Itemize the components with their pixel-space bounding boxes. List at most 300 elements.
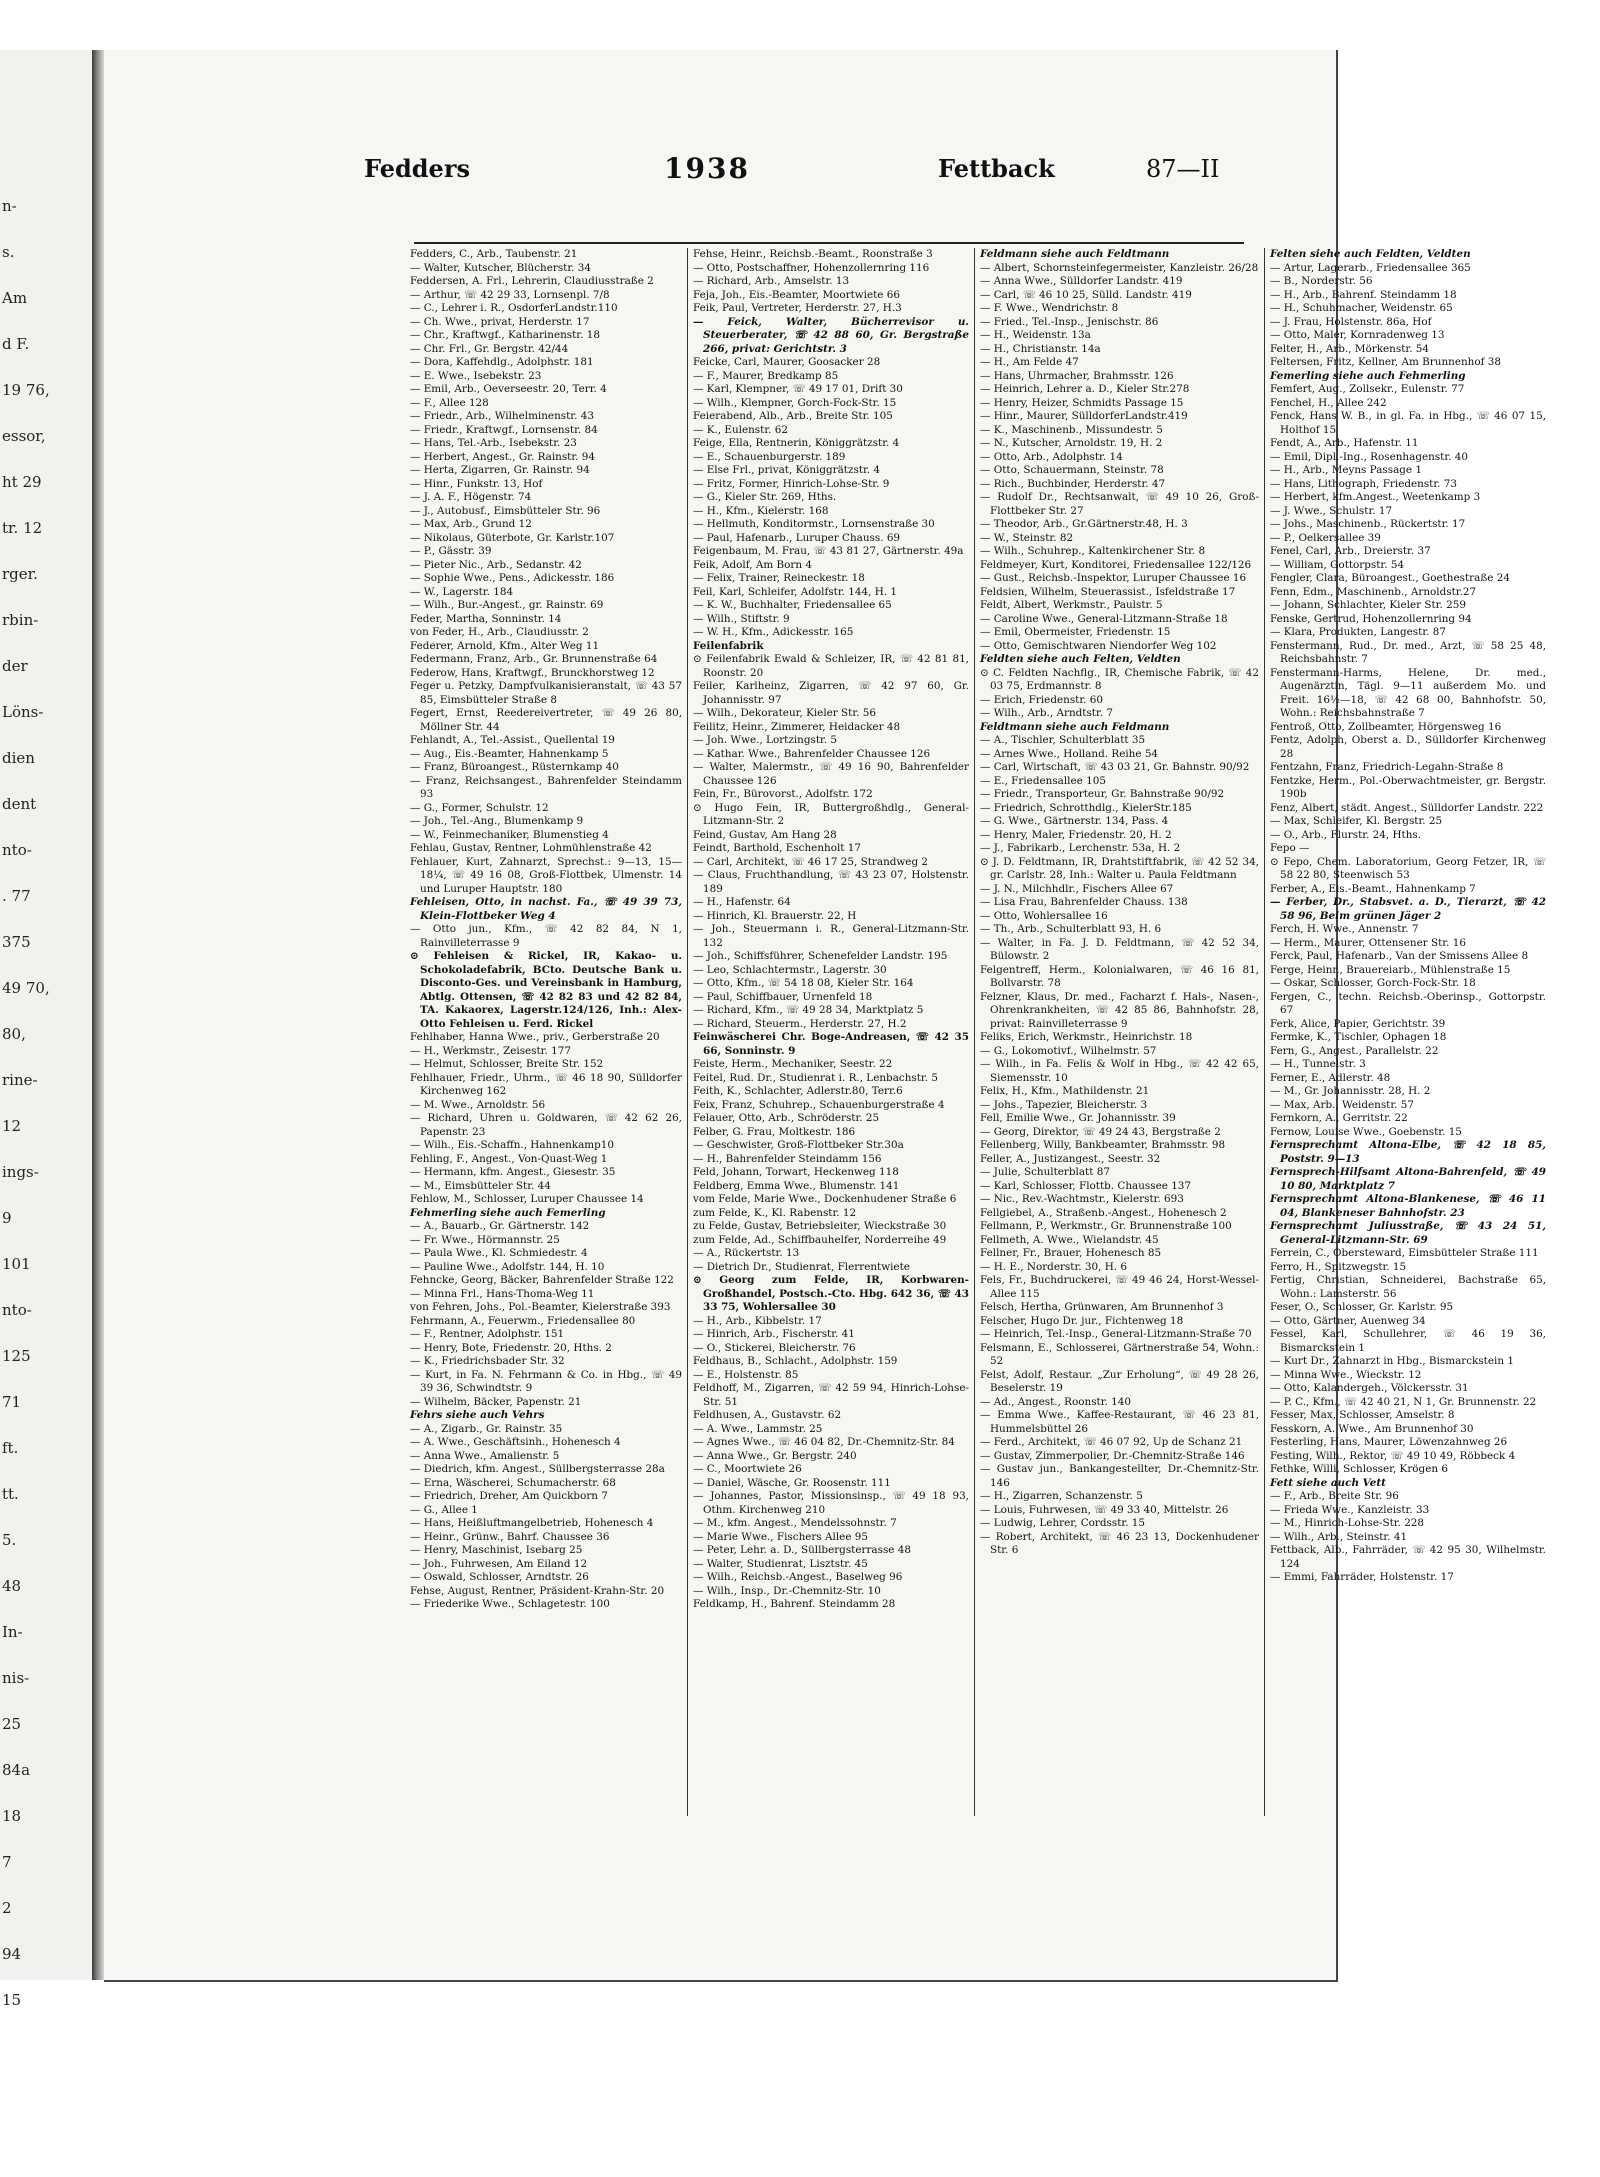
directory-entry: — Gustav jun., Bankangestellter, Dr.-Chemnitz-Str. 146	[980, 1463, 1259, 1489]
directory-entry: Feldmeyer, Kurt, Konditorei, Friedensallee 122/126	[980, 558, 1252, 571]
directory-entry: — J. A. F., Högenstr. 74	[410, 491, 532, 503]
directory-entry: Fehlau, Gustav, Rentner, Lohmühlenstraße 42	[410, 842, 652, 854]
directory-entry: — M., kfm. Angest., Mendelssohnstr. 7	[693, 1517, 897, 1529]
directory-entry: Feik, Adolf, Am Born 4	[693, 558, 812, 571]
directory-entry: — Walter, Studienrat, Lisztstr. 45	[693, 1557, 868, 1570]
directory-entry: — J. Frau, Holstenstr. 86a, Hof	[1270, 315, 1432, 328]
directory-entry: — G., Former, Schulstr. 12	[410, 801, 549, 814]
directory-entry: Feith, K., Schlachter, Adlerstr.80, Terr.6	[693, 1085, 903, 1097]
directory-entry: — Friedrich, Dreher, Am Quickborn 7	[410, 1490, 608, 1502]
directory-entry: — Henry, Maschinist, Isebarg 25	[410, 1544, 583, 1556]
directory-entry: Fehrs siehe auch Vehrs	[410, 1409, 545, 1421]
directory-entry: Fellgiebel, A., Straßenb.-Angest., Hohenesch 2	[980, 1206, 1227, 1219]
directory-entry: — G., Lokomotivf., Wilhelmstr. 57	[980, 1044, 1157, 1057]
margin-text-fragment: Am	[2, 289, 28, 307]
directory-entry: — Arthur, ☏ 42 29 33, Lornsenpl. 7/8	[410, 288, 610, 301]
directory-entry: — Paula Wwe., Kl. Schmiedestr. 4	[410, 1247, 588, 1259]
directory-entry: — G. Wwe., Gärtnerstr. 134, Pass. 4	[980, 815, 1169, 827]
directory-entry: Felzner, Klaus, Dr. med., Facharzt f. Hals-, Nasen-, Ohrenkrankheiten, ☏ 42 85 86, Bahnhofstr. 28, privat: Rainvilleterrasse 9	[980, 990, 1259, 1030]
directory-entry: — Wilh., Stiftstr. 9	[693, 612, 790, 625]
directory-entry: — Hans, Uhrmacher, Brahmsstr. 126	[980, 369, 1174, 382]
directory-entry: — William, Gottorpstr. 54	[1270, 558, 1405, 571]
directory-entry: — Carl, Architekt, ☏ 46 17 25, Strandweg 2	[693, 855, 929, 868]
directory-entry: Feldhaus, B., Schlacht., Adolphstr. 159	[693, 1355, 898, 1367]
directory-entry: Feldkamp, H., Bahrenf. Steindamm 28	[693, 1598, 896, 1610]
directory-entry: Felst, Adolf, Restaur. „Zur Erholung“, ☏ 49 28 26, Beselerstr. 19	[980, 1368, 1259, 1394]
directory-entry: — H., Am Felde 47	[980, 356, 1079, 368]
directory-entry: Fehleisen, Otto, in nachst. Fa., ☏ 49 39 73, Klein-Flottbeker Weg 4	[410, 896, 682, 922]
directory-entry: — Wilh., Eis.-Schaffn., Hahnenkamp10	[410, 1139, 614, 1151]
directory-entry: — H., Weidenstr. 13a	[980, 329, 1091, 341]
directory-entry: Felsch, Hertha, Grünwaren, Am Brunnenhof 3	[980, 1301, 1224, 1313]
directory-entry: — Joh. Wwe., Lortzingstr. 5	[693, 734, 838, 746]
margin-text-fragment: n-	[2, 197, 17, 215]
directory-entry: — Rudolf Dr., Rechtsanwalt, ☏ 49 10 26, Groß-Flottbeker Str. 27	[980, 491, 1259, 517]
column-divider	[687, 248, 688, 1816]
directory-entry: — Emmi, Fahrräder, Holstenstr. 17	[1270, 1571, 1454, 1583]
directory-entry: Fehling, F., Angest., Von-Quast-Weg 1	[410, 1152, 608, 1165]
page-header	[304, 154, 1222, 188]
directory-entry: — M., Gr. Johannisstr. 28, H. 2	[1270, 1085, 1431, 1097]
directory-entry: — Wilh., in Fa. Felis & Wolf in Hbg., ☏ 42 42 65, Siemensstr. 10	[980, 1058, 1259, 1084]
margin-text-fragment: 375	[2, 933, 31, 951]
directory-entry: Fehncke, Georg, Bäcker, Bahrenfelder Straße 122	[410, 1274, 674, 1286]
directory-entry: — Paul, Schiffbauer, Urnenfeld 18	[693, 990, 873, 1003]
directory-entry: Feja, Joh., Eis.-Beamter, Moortwiete 66	[693, 288, 900, 301]
directory-entry: — Otto, Schauermann, Steinstr. 78	[980, 464, 1164, 476]
directory-entry: — Joh., Steuermann i. R., General-Litzmann-Str. 132	[693, 923, 969, 949]
column-divider	[1264, 248, 1265, 1816]
directory-entry: Feldten siehe auch Felten, Veldten	[980, 653, 1181, 665]
directory-entry: — P., Gässtr. 39	[410, 545, 492, 557]
directory-entry: — Ludwig, Lehrer, Cordsstr. 15	[980, 1517, 1146, 1529]
directory-entry: — Otto, Maler, Kornradenweg 13	[1270, 329, 1445, 341]
directory-entry: — Daniel, Wäsche, Gr. Roosenstr. 111	[693, 1476, 891, 1489]
directory-entry: — Th., Arb., Schulterblatt 93, H. 6	[980, 923, 1162, 935]
directory-entry: — Rich., Buchbinder, Herderstr. 47	[980, 477, 1166, 490]
directory-entry: Fesskorn, A. Wwe., Am Brunnenhof 30	[1270, 1422, 1474, 1435]
directory-entry: — Wilh., Dekorateur, Kieler Str. 56	[693, 707, 877, 719]
directory-entry: Fellmann, P., Werkmstr., Gr. Brunnenstraße 100	[980, 1220, 1232, 1232]
directory-entry: — Karl, Schlosser, Flottb. Chaussee 137	[980, 1179, 1192, 1192]
margin-text-fragment: Löns-	[2, 703, 44, 721]
margin-text-fragment: tt.	[2, 1485, 19, 1503]
directory-entry: — M. Wwe., Arnoldstr. 56	[410, 1098, 546, 1111]
directory-entry: — Robert, Architekt, ☏ 46 23 13, Dockenhudener Str. 6	[980, 1530, 1259, 1556]
margin-text-fragment: rbin-	[2, 611, 39, 629]
margin-text-fragment: 80,	[2, 1025, 26, 1043]
margin-text-fragment: 25	[2, 1715, 22, 1733]
directory-entry: — Dora, Kaffehdlg., Adolphstr. 181	[410, 356, 594, 368]
directory-entry: — Otto, Postschaffner, Hohenzollernring 116	[693, 261, 930, 274]
directory-entry: — Fritz, Former, Hinrich-Lohse-Str. 9	[693, 477, 890, 490]
directory-entry: — Johs., Tapezier, Bleicherstr. 3	[980, 1098, 1148, 1111]
directory-entry: — Oskar, Schlosser, Gorch-Fock-Str. 18	[1270, 977, 1476, 989]
directory-entry: Feld, Johann, Torwart, Heckenweg 118	[693, 1166, 899, 1178]
directory-entry: Ferch, H. Wwe., Annenstr. 7	[1270, 923, 1419, 935]
directory-entry: — Aug., Eis.-Beamter, Hahnenkamp 5	[410, 747, 609, 760]
margin-text-fragment: nto-	[2, 1301, 32, 1319]
directory-entry: — Hermann, kfm. Angest., Giesestr. 35	[410, 1166, 616, 1178]
directory-entry: Fernsprech-Hilfsamt Altona-Bahrenfeld, ☏ 49 10 80, Marktplatz 7	[1270, 1166, 1546, 1192]
directory-entry: Feller, A., Justizangest., Seestr. 32	[980, 1152, 1161, 1165]
directory-entry: Ferck, Paul, Hafenarb., Van der Smissens Allee 8	[1270, 950, 1529, 962]
directory-entry: Feiste, Herm., Mechaniker, Seestr. 22	[693, 1058, 893, 1070]
directory-entry: — Joh., Fuhrwesen, Am Eiland 12	[410, 1557, 588, 1570]
directory-entry: Fehse, Heinr., Reichsb.-Beamt., Roonstraße 3	[693, 248, 933, 260]
directory-entry: — Emil, Dipl.-Ing., Rosenhagenstr. 40	[1270, 450, 1468, 463]
directory-column-4	[1270, 248, 1546, 1816]
directory-entry: — W., Steinstr. 82	[980, 531, 1074, 544]
directory-entry: — Otto jun., Kfm., ☏ 42 82 84, N 1, Rainvilleterrasse 9	[410, 923, 682, 949]
directory-entry: zu Felde, Gustav, Betriebsleiter, Wieckstraße 30	[693, 1220, 947, 1232]
directory-entry: — Richard, Kfm., ☏ 49 28 34, Marktplatz 5	[693, 1004, 924, 1016]
directory-entry: ⊙ Fepo, Chem. Laboratorium, Georg Fetzer, IR, ☏ 58 22 80, Steenwisch 53	[1270, 855, 1546, 881]
directory-entry: Feitel, Rud. Dr., Studienrat i. R., Lenbachstr. 5	[693, 1071, 938, 1084]
directory-entry: — A. Wwe., Geschäftsinh., Hohenesch 4	[410, 1436, 621, 1448]
directory-entry: Fedders, C., Arb., Taubenstr. 21	[410, 248, 578, 260]
margin-text-fragment: s.	[2, 243, 15, 261]
directory-entry: — Carl, Wirtschaft, ☏ 43 03 21, Gr. Bahnstr. 90/92	[980, 761, 1250, 773]
directory-entry: Feder, Martha, Sonninstr. 14	[410, 612, 562, 625]
directory-entry: — Felix, Trainer, Reineckestr. 18	[693, 572, 865, 584]
directory-entry: Fein, Fr., Bürovorst., Adolfstr. 172	[693, 788, 873, 800]
directory-entry: Feldt, Albert, Werkmstr., Paulstr. 5	[980, 599, 1163, 611]
directory-entry: — Friedr., Arb., Wilhelminenstr. 43	[410, 410, 594, 422]
directory-entry: — Max, Arb., Weidenstr. 57	[1270, 1098, 1414, 1111]
directory-entry: — W., Feinmechaniker, Blumenstieg 4	[410, 828, 609, 841]
directory-entry: Feik, Paul, Vertreter, Herderstr. 27, H.3	[693, 302, 902, 314]
directory-entry: — A., Tischler, Schulterblatt 35	[980, 734, 1146, 746]
margin-text-fragment: 101	[2, 1255, 31, 1273]
directory-entry: Feilitz, Heinr., Zimmerer, Heidacker 48	[693, 720, 901, 733]
directory-entry: Fernow, Louise Wwe., Goebenstr. 15	[1270, 1125, 1462, 1138]
directory-entry: Feldmann siehe auch Feldtmann	[980, 248, 1170, 260]
directory-entry: Fehlhauer, Friedr., Uhrm., ☏ 46 18 90, Sülldorfer Kirchenweg 162	[410, 1071, 682, 1097]
directory-entry: — O., Stickerei, Bleicherstr. 76	[693, 1341, 856, 1354]
directory-entry: Feliks, Erich, Werkmstr., Heinrichstr. 18	[980, 1031, 1193, 1043]
directory-entry: vom Felde, Marie Wwe., Dockenhudener Straße 6	[693, 1193, 957, 1205]
directory-entry: Fern, G., Angest., Parallelstr. 22	[1270, 1044, 1439, 1057]
directory-entry: Fels, Fr., Buchdruckerei, ☏ 49 46 24, Horst-Wessel-Allee 115	[980, 1274, 1259, 1300]
directory-entry: von Fehren, Johs., Pol.-Beamter, Kielerstraße 393	[410, 1301, 671, 1313]
directory-entry: — F., Rentner, Adolphstr. 151	[410, 1328, 565, 1340]
directory-entry: — Marie Wwe., Fischers Allee 95	[693, 1530, 869, 1543]
directory-entry: — Nikolaus, Güterbote, Gr. Karlstr.107	[410, 531, 615, 544]
directory-entry: Ferrein, C., Obersteward, Eimsbütteler Straße 111	[1270, 1247, 1539, 1259]
column-divider	[974, 248, 975, 1816]
directory-entry: — Minna Wwe., Wieckstr. 12	[1270, 1368, 1422, 1381]
directory-entry: — Fried., Tel.-Insp., Jenischstr. 86	[980, 315, 1159, 328]
directory-entry: — Friedr., Kraftwgf., Lornsenstr. 84	[410, 423, 598, 436]
directory-entry: — Herm., Maurer, Ottensener Str. 16	[1270, 936, 1466, 949]
directory-entry: — Ferber, Dr., Stabsvet. a. D., Tierarzt, ☏ 42 58 96, Beim grünen Jäger 2	[1270, 896, 1546, 922]
directory-entry: — Walter, in Fa. J. D. Feldtmann, ☏ 42 52 34, Bülowstr. 2	[980, 936, 1259, 962]
directory-entry: — Kathar. Wwe., Bahrenfelder Chaussee 126	[693, 747, 931, 760]
margin-text-fragment: 12	[2, 1117, 22, 1135]
directory-entry: — Otto, Gärtner, Auenweg 34	[1270, 1314, 1426, 1327]
directory-entry: — Dietrich Dr., Studienrat, Flerrentwiete	[693, 1260, 910, 1273]
directory-entry: Feldsien, Wilhelm, Steuerassist., Isfeldstraße 17	[980, 585, 1236, 598]
directory-entry: — Friederike Wwe., Schlagetestr. 100	[410, 1598, 610, 1610]
directory-entry: Fenchel, H., Allee 242	[1270, 396, 1387, 409]
directory-entry: — O., Arb., Flurstr. 24, Hths.	[1270, 828, 1422, 841]
directory-entry: — C., Lehrer i. R., OsdorferLandstr.110	[410, 302, 618, 314]
facing-page-edge	[0, 50, 95, 2009]
directory-entry: Federmann, Franz, Arb., Gr. Brunnenstraße 64	[410, 653, 658, 665]
directory-entry: — Henry, Bote, Friedenstr. 20, Hths. 2	[410, 1341, 612, 1354]
directory-entry: — A. Wwe., Lammstr. 25	[693, 1422, 823, 1435]
margin-text-fragment: 7	[2, 1853, 12, 1871]
margin-text-fragment: 48	[2, 1577, 22, 1595]
margin-text-fragment: dent	[2, 795, 37, 813]
directory-entry: — Wilh., Insp., Dr.-Chemnitz-Str. 10	[693, 1584, 881, 1597]
directory-entry: — Claus, Fruchthandlung, ☏ 43 23 07, Holstenstr. 189	[693, 869, 969, 895]
directory-entry: — M., Eimsbütteler Str. 44	[410, 1179, 551, 1192]
directory-entry: Fermke, K., Tischler, Ophagen 18	[1270, 1031, 1447, 1043]
directory-entry: — H., Arb., Meyns Passage 1	[1270, 464, 1422, 476]
directory-entry: — A., Bauarb., Gr. Gärtnerstr. 142	[410, 1220, 590, 1232]
directory-entry: — Ferd., Architekt, ☏ 46 07 92, Up de Schanz 21	[980, 1436, 1243, 1448]
directory-entry: ⊙ C. Feldten Nachflg., IR, Chemische Fabrik, ☏ 42 03 75, Erdmannstr. 8	[980, 666, 1259, 692]
directory-entry: — Herbert, kfm.Angest., Weetenkamp 3	[1270, 491, 1481, 503]
directory-entry: — Lisa Frau, Bahrenfelder Chauss. 138	[980, 896, 1188, 908]
directory-entry: — Feick, Walter, Bücherrevisor u. Steuerberater, ☏ 42 88 60, Gr. Bergstraße 266, privat: Gerichtstr. 3	[693, 315, 969, 355]
directory-entry: — Julie, Schulterblatt 87	[980, 1166, 1110, 1178]
margin-text-fragment: 15	[2, 1991, 22, 2009]
directory-entry: — F., Arb., Breite Str. 96	[1270, 1490, 1399, 1502]
directory-entry: — H., Werkmstr., Zeisestr. 177	[410, 1044, 571, 1057]
directory-entry: Felscher, Hugo Dr. jur., Fichtenweg 18	[980, 1314, 1184, 1327]
directory-entry: — Richard, Arb., Amselstr. 13	[693, 275, 850, 287]
directory-entry: — Henry, Heizer, Schmidts Passage 15	[980, 396, 1184, 409]
margin-text-fragment: rine-	[2, 1071, 38, 1089]
directory-entry: Fellner, Fr., Brauer, Hohenesch 85	[980, 1247, 1162, 1259]
directory-entry: Feser, O., Schlosser, Gr. Karlstr. 95	[1270, 1301, 1454, 1313]
directory-entry: Fehlhaber, Hanna Wwe., priv., Gerberstraße 20	[410, 1031, 660, 1043]
directory-entry: — Franz, Büroangest., Rüsternkamp 40	[410, 761, 619, 773]
directory-entry: Felsmann, E., Schlosserei, Gärtnerstraße 54, Wohn.: 52	[980, 1341, 1259, 1367]
directory-entry: — C., Moortwiete 26	[693, 1463, 802, 1475]
directory-entry: — H., Kfm., Kielerstr. 168	[693, 504, 829, 517]
directory-entry: — Else Frl., privat, Königgrätzstr. 4	[693, 464, 880, 476]
directory-entry: — Arnes Wwe., Holland. Reihe 54	[980, 747, 1159, 760]
directory-entry: ⊙ Georg zum Felde, IR, Korbwaren-Großhandel, Postsch.-Cto. Hbg. 642 36, ☏ 43 33 75, Wohlersallee 30	[693, 1274, 969, 1313]
margin-text-fragment: In-	[2, 1623, 23, 1641]
margin-text-fragment: 18	[2, 1807, 22, 1825]
directory-entry: — Diedrich, kfm. Angest., Süllbergsterrasse 28a	[410, 1463, 665, 1475]
directory-entry: — P. C., Kfm., ☏ 42 40 21, N 1, Gr. Brunnenstr. 22	[1270, 1395, 1537, 1408]
directory-entry: — Gust., Reichsb.-Inspektor, Luruper Chaussee 16	[980, 572, 1247, 584]
directory-entry: Fethke, Willi, Schlosser, Krögen 6	[1270, 1463, 1448, 1475]
directory-entry: — Johs., Maschinenb., Rückertstr. 17	[1270, 518, 1466, 530]
directory-entry: — Erna, Wäscherei, Schumacherstr. 68	[410, 1476, 616, 1489]
margin-text-fragment: nis-	[2, 1669, 30, 1687]
directory-entry: Fergen, C., techn. Reichsb.-Oberinsp., Gottorpstr. 67	[1270, 990, 1546, 1016]
directory-entry: — Johann, Schlachter, Kieler Str. 259	[1270, 599, 1466, 611]
directory-entry: — Kurt Dr., Zahnarzt in Hbg., Bismarckstein 1	[1270, 1355, 1514, 1367]
directory-entry: — E., Friedensallee 105	[980, 774, 1106, 787]
directory-entry: — E. Wwe., Isebekstr. 23	[410, 369, 542, 382]
directory-entry: — H., Hafenstr. 64	[693, 896, 791, 908]
margin-text-fragment: ft.	[2, 1439, 19, 1457]
directory-entry: — Otto, Kfm., ☏ 54 18 08, Kieler Str. 164	[693, 977, 914, 989]
directory-entry: Femerling siehe auch Fehmerling	[1270, 369, 1466, 382]
directory-entry: — Wilh., Reichsb.-Angest., Baselweg 96	[693, 1571, 903, 1583]
directory-entry: Fernsprechamt Altona-Blankenese, ☏ 46 11 04, Blankeneser Bahnhofstr. 23	[1270, 1193, 1546, 1219]
directory-entry: Fettback, Alb., Fahrräder, ☏ 42 95 30, Wilhelmstr. 124	[1270, 1544, 1546, 1570]
directory-entry: Fell, Emilie Wwe., Gr. Johannisstr. 39	[980, 1112, 1176, 1124]
directory-column-3	[980, 248, 1259, 1816]
directory-entry: Feiler, Karlheinz, Zigarren, ☏ 42 97 60, Gr. Johannisstr. 97	[693, 680, 969, 706]
directory-entry: Feigenbaum, M. Frau, ☏ 43 81 27, Gärtnerstr. 49a	[693, 545, 964, 557]
directory-column-2	[693, 248, 969, 1816]
directory-entry: — Hinrich, Arb., Fischerstr. 41	[693, 1328, 855, 1340]
directory-entry: — Carl, ☏ 46 10 25, Sülld. Landstr. 419	[980, 288, 1192, 301]
directory-entry: — Emil, Arb., Oeverseestr. 20, Terr. 4	[410, 383, 607, 395]
directory-entry: Ferro, H., Spitzwegstr. 15	[1270, 1260, 1407, 1273]
directory-entry: Festing, Wilh., Rektor, ☏ 49 10 49, Röbbeck 4	[1270, 1449, 1516, 1462]
directory-entry: — Minna Frl., Hans-Thoma-Weg 11	[410, 1287, 595, 1300]
directory-entry: — K. W., Buchhalter, Friedensallee 65	[693, 599, 892, 611]
header-first-name: Fedders	[364, 154, 470, 183]
directory-entry: — H., Zigarren, Schanzenstr. 5	[980, 1490, 1143, 1502]
directory-entry: Feix, Franz, Schuhrep., Schauenburgerstraße 4	[693, 1098, 945, 1111]
directory-entry: — Anna Wwe., Sülldorfer Landstr. 419	[980, 275, 1183, 287]
directory-entry: — Friedr., Transporteur, Gr. Bahnstraße 90/92	[980, 788, 1225, 800]
directory-entry: Festerling, Hans, Maurer, Löwenzahnweg 26	[1270, 1436, 1508, 1448]
directory-entry: Fentzahn, Franz, Friedrich-Legahn-Straße 8	[1270, 761, 1504, 773]
directory-entry: — H., Christianstr. 14a	[980, 342, 1101, 355]
directory-entry: Feindt, Barthold, Eschenholt 17	[693, 842, 861, 854]
directory-entry: ⊙ J. D. Feldtmann, IR, Drahtstiftfabrik, ☏ 42 52 34, gr. Carlstr. 28, Inh.: Walter u. Paula Feldtmann	[980, 855, 1259, 881]
directory-entry: Fehse, August, Rentner, Präsident-Krahn-Str. 20	[410, 1584, 665, 1597]
directory-entry: Ferner, E., Adlerstr. 48	[1270, 1071, 1391, 1084]
directory-entry: — Wilh., Schuhrep., Kaltenkirchener Str. 8	[980, 545, 1206, 557]
directory-entry: — Otto, Kalandergeh., Völckersstr. 31	[1270, 1382, 1469, 1394]
header-year: 1938	[664, 152, 750, 185]
directory-entry: — Louis, Fuhrwesen, ☏ 49 33 40, Mittelstr. 26	[980, 1503, 1229, 1516]
directory-entry: — Ad., Angest., Roonstr. 140	[980, 1395, 1131, 1408]
directory-entry: — E., Holstenstr. 85	[693, 1368, 799, 1381]
directory-entry: Fepo —	[1270, 842, 1310, 854]
directory-column-1	[410, 248, 682, 1816]
directory-entry: — Otto, Arb., Adolphstr. 14	[980, 450, 1123, 463]
directory-entry: — Herbert, Angest., Gr. Rainstr. 94	[410, 450, 595, 463]
directory-entry: — M., Hinrich-Lohse-Str. 228	[1270, 1517, 1425, 1529]
directory-entry: — Hans, Tel.-Arb., Isebekstr. 23	[410, 437, 577, 449]
directory-entry: Fesser, Max, Schlosser, Amselstr. 8	[1270, 1409, 1455, 1421]
margin-text-fragment: 19 76,	[2, 381, 50, 399]
directory-entry: — Walter, Malermstr., ☏ 49 16 90, Bahrenfelder Chaussee 126	[693, 761, 969, 787]
directory-entry: — H., Tunnelstr. 3	[1270, 1058, 1366, 1070]
directory-entry: — Gustav, Zimmerpolier, Dr.-Chemnitz-Straße 146	[980, 1449, 1245, 1462]
directory-entry: — W., Lagerstr. 184	[410, 585, 514, 598]
directory-entry: — Otto, Wohlersallee 16	[980, 909, 1108, 922]
directory-entry: Fegert, Ernst, Reedereivertreter, ☏ 49 26 80, Möllner Str. 44	[410, 707, 682, 733]
directory-entry: — Klara, Produkten, Langestr. 87	[1270, 626, 1446, 638]
margin-text-fragment: 49 70,	[2, 979, 50, 997]
directory-entry: — Hans, Lithograph, Friedenstr. 73	[1270, 477, 1457, 490]
directory-entry: — Richard, Steuerm., Herderstr. 27, H.2	[693, 1017, 907, 1030]
directory-entry: — Hinr., Funkstr. 13, Hof	[410, 477, 543, 490]
directory-entry: — Ch. Wwe., privat, Herderstr. 17	[410, 315, 590, 328]
margin-text-fragment: 2	[2, 1899, 12, 1917]
directory-entry: Fendt, A., Arb., Hafenstr. 11	[1270, 437, 1419, 449]
directory-entry: — Johannes, Pastor, Missionsinsp., ☏ 49 18 93, Othm. Kirchenweg 210	[693, 1490, 969, 1516]
directory-entry: — Joh., Schiffsführer, Schenefelder Landstr. 195	[693, 950, 948, 962]
directory-entry: zum Felde, Ad., Schiffbauhelfer, Norderreihe 49	[693, 1233, 947, 1246]
directory-entry: — Helmut, Schlosser, Breite Str. 152	[410, 1058, 604, 1070]
margin-text-fragment: nto-	[2, 841, 32, 859]
directory-entry: Fernkorn, A., Gerritstr. 22	[1270, 1112, 1408, 1124]
directory-entry: — Anna Wwe., Gr. Bergstr. 240	[693, 1449, 857, 1462]
directory-entry: Feltersen, Fritz, Kellner, Am Brunnenhof 38	[1270, 356, 1501, 368]
directory-entry: — G., Kieler Str. 269, Hths.	[693, 491, 837, 503]
directory-entry: Felter, H., Arb., Mörkenstr. 54	[1270, 342, 1430, 355]
directory-entry: — Chr., Kraftwgf., Katharinenstr. 18	[410, 329, 600, 341]
directory-entry: ⊙ Feilenfabrik Ewald & Schleizer, IR, ☏ 42 81 81, Roonstr. 20	[693, 653, 969, 679]
directory-entry: Fenz, Albert, städt. Angest., Sülldorfer Landstr. 222	[1270, 801, 1544, 814]
directory-entry: — Paul, Hafenarb., Luruper Chauss. 69	[693, 531, 901, 544]
directory-entry: Fehmerling siehe auch Femerling	[410, 1206, 606, 1219]
directory-entry: — Herta, Zigarren, Gr. Rainstr. 94	[410, 464, 590, 476]
margin-text-fragment: d F.	[2, 335, 30, 353]
directory-entry: Ferber, A., Eis.-Beamt., Hahnenkamp 7	[1270, 882, 1476, 895]
directory-entry: Fehlow, M., Schlosser, Luruper Chaussee 14	[410, 1193, 644, 1205]
directory-entry: — Walter, Kutscher, Blücherstr. 34	[410, 261, 592, 274]
directory-entry: — Hellmuth, Konditormstr., Lornsenstraße 30	[693, 518, 935, 530]
directory-entry: Feldtmann siehe auch Feldmann	[980, 720, 1170, 733]
directory-entry: Federer, Arnold, Kfm., Alter Weg 11	[410, 639, 600, 652]
directory-entry: — F., Allee 128	[410, 396, 489, 409]
directory-entry: — Fr. Wwe., Hörmannstr. 25	[410, 1233, 560, 1246]
margin-text-fragment: . 77	[2, 887, 31, 905]
directory-entry: — Hinr., Maurer, SülldorferLandstr.419	[980, 410, 1188, 422]
directory-entry: — Max, Schleifer, Kl. Bergstr. 25	[1270, 815, 1443, 827]
margin-text-fragment: 94	[2, 1945, 22, 1963]
directory-entry: Fernsprechamt Altona-Elbe, ☏ 42 18 85, Poststr. 9—13	[1270, 1139, 1546, 1165]
directory-entry: — Wilh., Klempner, Gorch-Fock-Str. 15	[693, 396, 897, 409]
directory-entry: — J. N., Milchhdlr., Fischers Allee 67	[980, 882, 1174, 895]
directory-entry: — F., Maurer, Bredkamp 85	[693, 369, 839, 382]
directory-entry: — H., Bahrenfelder Steindamm 156	[693, 1152, 882, 1165]
directory-entry: — Hinrich, Kl. Brauerstr. 22, H	[693, 909, 857, 922]
directory-entry: — Sophie Wwe., Pens., Adickesstr. 186	[410, 572, 615, 584]
directory-entry: Fellmeth, A. Wwe., Wielandstr. 45	[980, 1233, 1159, 1246]
directory-entry: — Albert, Schornsteinfegermeister, Kanzleistr. 26/28	[980, 261, 1259, 274]
directory-entry: Feind, Gustav, Am Hang 28	[693, 828, 837, 841]
directory-entry: — Theodor, Arb., Gr.Gärtnerstr.48, H. 3	[980, 518, 1188, 530]
directory-entry: — N., Kutscher, Arnoldstr. 19, H. 2	[980, 437, 1163, 449]
directory-entry: — Richard, Uhren u. Goldwaren, ☏ 42 62 26, Papenstr. 23	[410, 1112, 682, 1138]
directory-entry: Feil, Karl, Schleifer, Adolfstr. 144, H. 1	[693, 585, 897, 598]
margin-text-fragment: der	[2, 657, 28, 675]
directory-entry: Feldhusen, A., Gustavstr. 62	[693, 1409, 842, 1421]
directory-entry: Fellenberg, Willy, Bankbeamter, Brahmsstr. 98	[980, 1139, 1226, 1151]
directory-entry: Feger u. Petzky, Dampfvulkanisieranstalt, ☏ 43 57 85, Eimsbütteler Straße 8	[410, 680, 682, 706]
directory-entry: — Kurt, in Fa. N. Fehrmann & Co. in Hbg., ☏ 49 39 36, Schwindtstr. 9	[410, 1368, 682, 1394]
directory-entry: Fenstermann-Harms, Helene, Dr. med., Augenärztin, Tägl. 9—11 außerdem Mo. und Freit. 16½—18, ☏ 42 68 00, Bahnhofstr. 50, Wohn.: Reichsbahnstraße 7	[1270, 666, 1546, 719]
directory-entry: — Geschwister, Groß-Flottbeker Str.30a	[693, 1139, 904, 1151]
directory-entry: — Heinrich, Lehrer a. D., Kieler Str.278	[980, 383, 1190, 395]
directory-entry: — Emma Wwe., Kaffee-Restaurant, ☏ 46 23 81, Hummelsbüttel 26	[980, 1409, 1259, 1435]
directory-entry: — Georg, Direktor, ☏ 49 24 43, Bergstraße 2	[980, 1125, 1221, 1138]
directory-entry: — Joh., Tel.-Ang., Blumenkamp 9	[410, 815, 584, 827]
directory-entry: — J., Fabrikarb., Lerchenstr. 53a, H. 2	[980, 842, 1181, 854]
directory-entry: — Otto, Gemischtwaren Niendorfer Weg 102	[980, 639, 1217, 652]
directory-entry: — H., Arb., Kibbelstr. 17	[693, 1314, 822, 1327]
